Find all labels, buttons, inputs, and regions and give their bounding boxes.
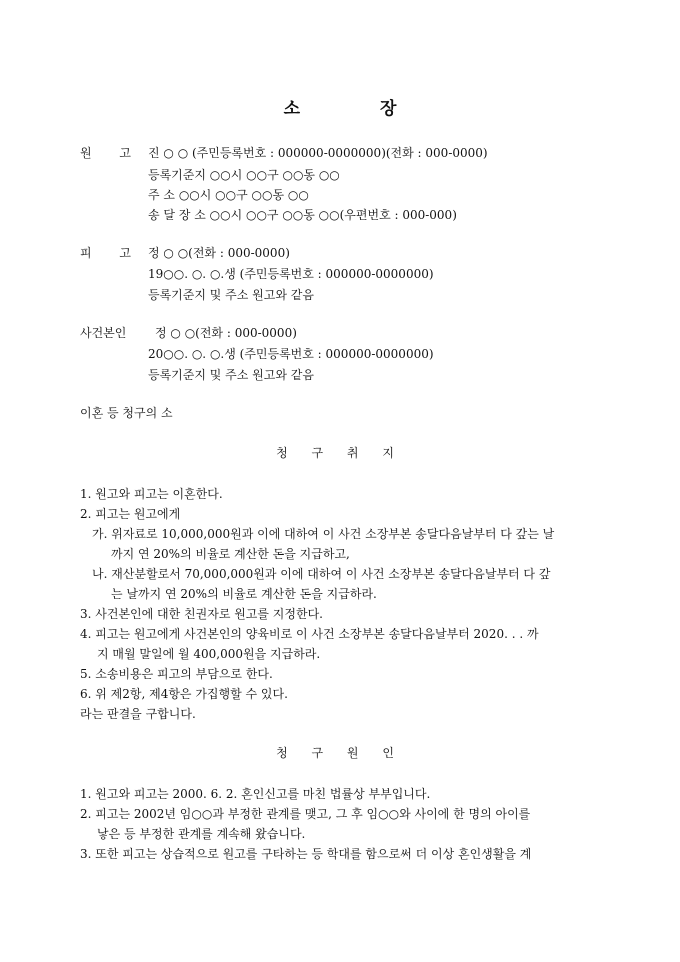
defendant-birth-line: 19○○. ○. ○.생 (주민등록번호 : 000000-0000000) [148,267,434,281]
claim-item: 4. 피고는 원고에게 사건본인의 양육비로 이 사건 소장부본 송달다음날부터 2020. . . 까 [80,627,539,641]
document-title [0,94,680,119]
claim-item: 5. 소송비용은 피고의 부담으로 한다. [80,667,273,681]
claim-item: 라는 판결을 구합니다. [80,707,196,721]
claims-heading: 청 구 취 지 [276,446,404,460]
claim-item: 는 날까지 연 20%의 비율로 계산한 돈을 지급하라. [111,587,377,601]
claim-item: 까지 연 20%의 비율로 계산한 돈을 지급하고, [111,547,350,561]
case-name: 이혼 등 청구의 소 [80,406,173,420]
principal-label: 사건본인 [80,326,127,340]
causes-heading: 청 구 원 인 [276,746,404,760]
plaintiff-registry-line: 등록기준지 ○○시 ○○구 ○○동 ○○ [148,168,340,182]
cause-item: 3. 또한 피고는 상습적으로 원고를 구타하는 등 학대를 함으로써 더 이상 혼인생활을 계 [80,847,532,861]
cause-item: 2. 피고는 2002년 임○○과 부정한 관계를 맺고, 그 후 임○○와 사이에 한 명의 아이를 [80,807,531,821]
defendant-name-line: 정 ○ ○(전화 : 000-0000) [148,246,290,260]
principal-birth-line: 20○○. ○. ○.생 (주민등록번호 : 000000-0000000) [148,347,434,361]
principal-address-line: 등록기준지 및 주소 원고와 같음 [148,368,314,382]
principal-name-line: 정 ○ ○(전화 : 000-0000) [155,326,297,340]
claim-item: 2. 피고는 원고에게 [80,507,181,521]
plaintiff-name-line: 진 ○ ○ (주민등록번호 : 000000-0000000)(전화 : 000-0000) [148,146,488,160]
claim-item: 가. 위자료로 10,000,000원과 이에 대하여 이 사건 소장부본 송달다음날부터 다 갚는 날 [92,527,555,541]
cause-item: 1. 원고와 피고는 2000. 6. 2. 혼인신고를 마친 법률상 부부입니다. [80,787,431,801]
defendant-address-line: 등록기준지 및 주소 원고와 같음 [148,288,314,302]
plaintiff-service-line: 송 달 장 소 ○○시 ○○구 ○○동 ○○(우편번호 : 000-000) [148,208,457,222]
cause-item: 낳은 등 부정한 관계를 계속해 왔습니다. [97,827,306,841]
plaintiff-label: 원 고 [80,146,143,160]
claim-item: 6. 위 제2항, 제4항은 가집행할 수 있다. [80,687,288,701]
claim-item: 1. 원고와 피고는 이혼한다. [80,487,223,501]
claim-item: 3. 사건본인에 대한 친권자로 원고를 지정한다. [80,607,323,621]
claim-item: 지 매월 말일에 월 400,000원을 지급하라. [97,647,321,661]
defendant-label: 피 고 [80,246,143,260]
plaintiff-address-line: 주 소 ○○시 ○○구 ○○동 ○○ [148,188,309,202]
title-char-2: 장 [380,99,397,119]
claim-item: 나. 재산분할로서 70,000,000원과 이에 대하여 이 사건 소장부본 송달다음날부터 다 갚 [92,567,551,581]
title-char-1: 소 [283,99,300,119]
